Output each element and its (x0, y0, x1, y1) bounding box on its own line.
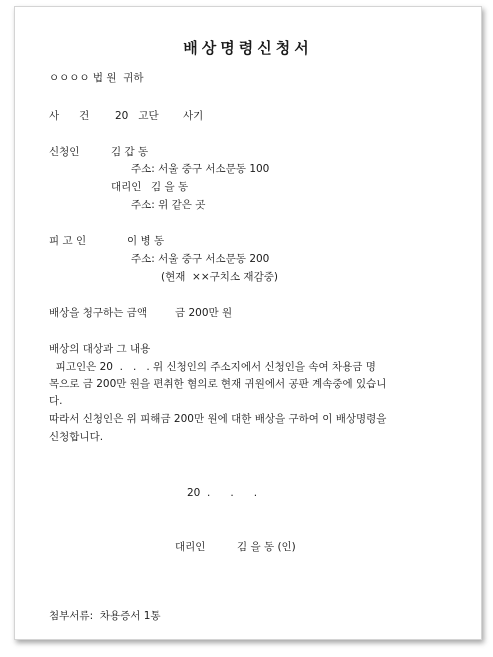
signature-label: 대리인 (175, 541, 206, 553)
document-page (14, 6, 482, 640)
content-line: 따라서 신청인은 위 피해금 200만 원에 대한 배상을 구하여 이 배상명령을 (49, 413, 387, 425)
content-line: 다. (49, 395, 63, 407)
applicant-name: 김 갑 동 (111, 146, 149, 158)
content-heading: 배상의 대상과 그 내용 (49, 343, 151, 355)
court-addressee: ㅇㅇㅇㅇ 법 원 귀하 (49, 72, 144, 84)
applicant-label: 신청인 (49, 146, 80, 158)
agent-address: 주소: 위 같은 곳 (131, 199, 206, 211)
defendant-label: 피 고 인 (49, 235, 87, 247)
case-number: 20 고단 (115, 110, 159, 122)
defendant-name: 이 병 동 (127, 235, 165, 247)
defendant-status: (현재 ××구치소 재감중) (161, 271, 278, 283)
case-name: 사기 (183, 110, 204, 122)
case-label: 사 건 (49, 110, 90, 122)
agent-label: 대리인 (111, 181, 142, 193)
signature-name: 김 을 동 (인) (237, 541, 296, 553)
agent-name: 김 을 동 (151, 181, 189, 193)
content-line: 피고인은 20 . . . 위 신청인의 주소지에서 신청인을 속여 차용금 명 (49, 361, 376, 373)
content-line: 신청합니다. (49, 431, 104, 443)
document-title: 배상명령신청서 (183, 39, 313, 57)
claim-label: 배상을 청구하는 금액 (49, 307, 147, 319)
claim-amount: 금 200만 원 (175, 307, 233, 319)
defendant-address: 주소: 서울 중구 서소문동 200 (131, 253, 270, 265)
filing-date: 20 . . . (187, 487, 258, 499)
applicant-address: 주소: 서울 중구 서소문동 100 (131, 163, 270, 175)
content-line: 목으로 금 200만 원을 편취한 혐의로 현재 귀원에서 공판 계속중에 있습니 (49, 378, 387, 390)
attachment: 첨부서류: 차용증서 1통 (49, 610, 161, 622)
